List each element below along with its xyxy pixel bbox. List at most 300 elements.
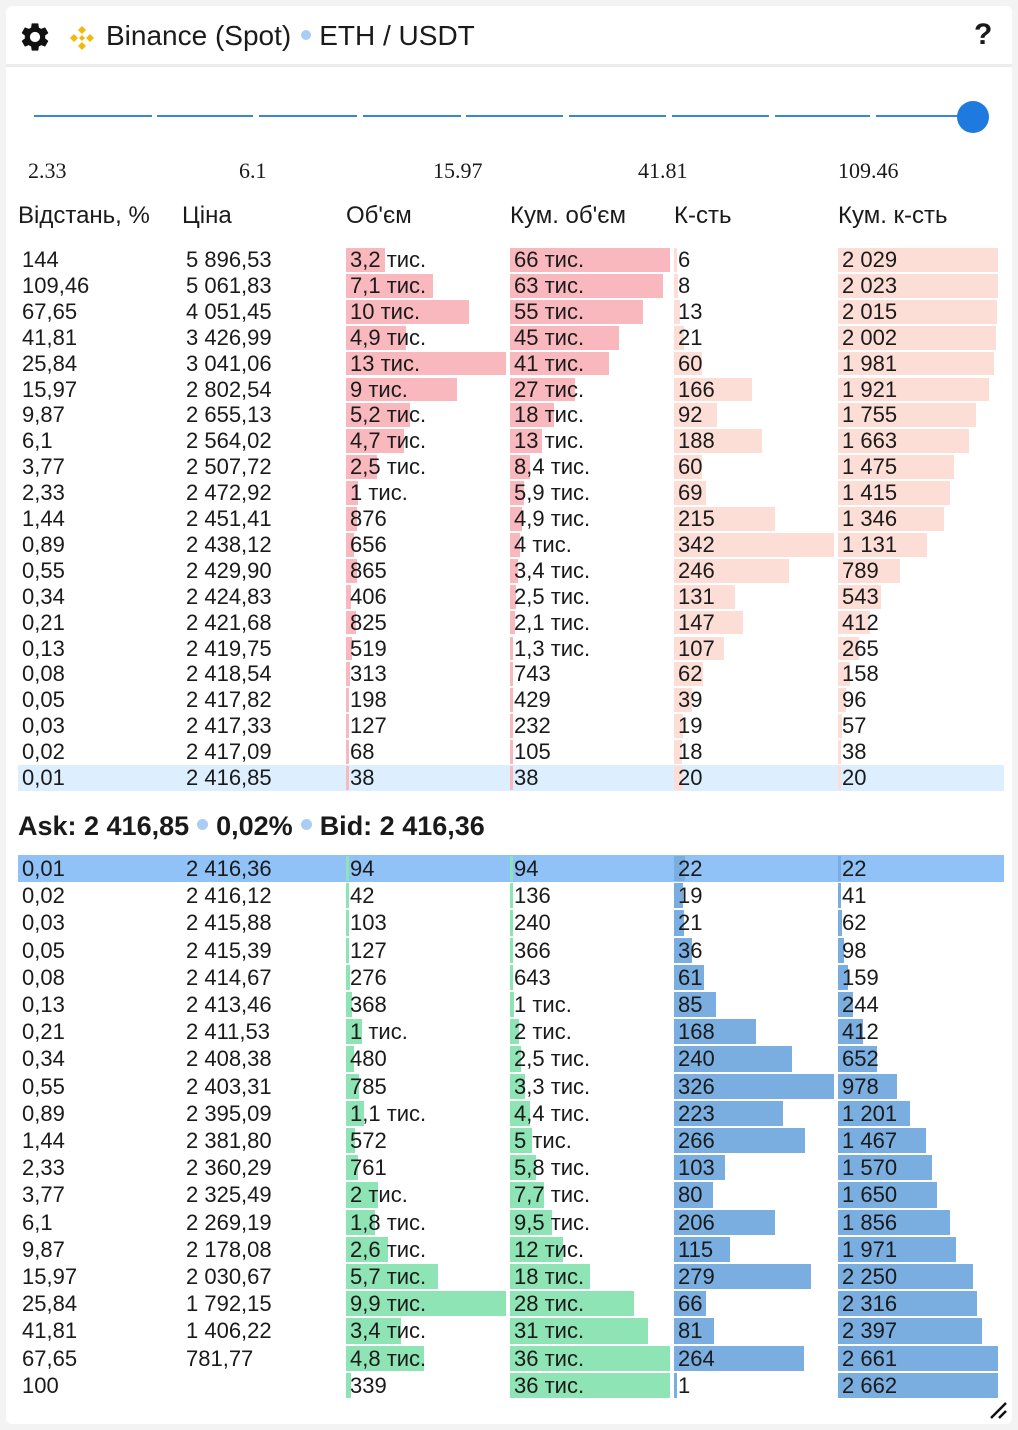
ask-cell-price <box>182 739 346 765</box>
bid-volume-value: 127 <box>350 937 387 963</box>
ask-cum-volume-value: 8,4 тис. <box>514 454 591 480</box>
slider-tick: 109.46 <box>838 158 899 183</box>
column-header-count[interactable]: К-сть <box>674 202 732 229</box>
bid-cell-cum-count <box>838 1154 1002 1181</box>
bid-cum-count-value: 1 201 <box>842 1100 898 1126</box>
bid-cell-distance <box>18 909 182 936</box>
ask-cell-price <box>182 506 346 532</box>
bid-count-value: 264 <box>678 1345 715 1371</box>
bid-count-value: 206 <box>678 1209 715 1235</box>
ask-cum-count-value: 158 <box>842 661 879 687</box>
ask-price-value: 5 061,83 <box>186 272 272 298</box>
ask-cell-volume <box>346 506 510 532</box>
bid-cell-cum-count <box>838 1127 1002 1154</box>
ask-row[interactable] <box>18 299 1004 325</box>
ask-cell-price <box>182 351 346 377</box>
ask-cell-price <box>182 454 346 480</box>
bid-cell-count <box>674 991 838 1018</box>
ask-cum-volume-value: 63 тис. <box>514 272 585 298</box>
bid-cell-price <box>182 991 346 1018</box>
ask-cum-volume-value: 2,5 тис. <box>514 583 591 609</box>
ask-cell-price <box>182 428 346 454</box>
ask-volume-value: 127 <box>350 713 387 739</box>
bid-cell-distance <box>18 882 182 909</box>
ask-volume-value: 2,5 тис. <box>350 454 427 480</box>
bid-distance-value: 0,13 <box>22 992 65 1017</box>
column-header-volume[interactable]: Об'єм <box>346 202 412 229</box>
spread-percent: 0,02% <box>216 811 293 841</box>
bid-row[interactable] <box>18 1345 1004 1372</box>
ask-distance-value: 109,46 <box>22 272 90 298</box>
ask-cell-cum-count <box>838 610 1002 636</box>
bid-count-value: 168 <box>678 1019 715 1045</box>
ask-cell-count <box>674 273 838 299</box>
bid-cum-volume-bar <box>510 965 513 990</box>
bid-row[interactable] <box>18 1045 1004 1072</box>
slider-tick: 2.33 <box>28 158 67 183</box>
ask-row[interactable] <box>18 428 1004 454</box>
bid-cum-volume-value: 12 тис. <box>514 1236 585 1262</box>
ask-volume-value: 313 <box>350 661 387 687</box>
bid-distance-value: 0,01 <box>22 856 65 881</box>
bid-cum-volume-value: 643 <box>514 964 551 990</box>
ask-cum-volume-value: 18 тис. <box>514 402 585 428</box>
bid-cell-distance <box>18 1372 182 1399</box>
ask-cell-cum-count <box>838 661 1002 687</box>
ask-cell-count <box>674 351 838 377</box>
bid-distance-value: 1,44 <box>22 1128 65 1153</box>
bid-row[interactable] <box>18 1290 1004 1317</box>
resize-handle-icon[interactable] <box>988 1400 1008 1420</box>
ask-cum-volume-value: 3,4 тис. <box>514 557 591 583</box>
slider-segment <box>363 115 461 117</box>
ask-cell-cum-count <box>838 402 1002 428</box>
ask-cell-cum-volume <box>510 532 674 558</box>
separator-dot-icon <box>197 819 208 830</box>
ask-cell-volume <box>346 428 510 454</box>
bid-cell-count <box>674 1018 838 1045</box>
ask-distance-value: 9,87 <box>22 402 65 428</box>
bid-cum-volume-value: 2,5 тис. <box>514 1046 591 1072</box>
ask-row[interactable] <box>18 506 1004 532</box>
ask-volume-value: 13 тис. <box>350 350 421 376</box>
bid-volume-value: 761 <box>350 1155 387 1181</box>
ask-row[interactable] <box>18 454 1004 480</box>
ask-cell-price <box>182 636 346 662</box>
bid-cell-cum-count <box>838 1263 1002 1290</box>
bid-distance-value: 0,05 <box>22 937 65 963</box>
ask-row[interactable] <box>18 661 1004 687</box>
column-header-price[interactable]: Ціна <box>182 202 232 229</box>
bid-distance-value: 9,87 <box>22 1236 65 1262</box>
ask-cell-price <box>182 713 346 739</box>
ask-row[interactable] <box>18 377 1004 403</box>
header <box>6 6 1012 67</box>
ask-cell-cum-count <box>838 247 1002 273</box>
bid-cell-volume <box>346 937 510 964</box>
bid-cell-count <box>674 1127 838 1154</box>
bid-cell-price <box>182 1345 346 1372</box>
bid-count-value: 19 <box>678 883 703 909</box>
ask-cell-count <box>674 532 838 558</box>
bid-cell-volume <box>346 1100 510 1127</box>
bid-cum-count-value: 1 650 <box>842 1182 898 1208</box>
column-header-cum-volume[interactable]: Кум. об'єм <box>510 202 626 229</box>
ask-price-value: 2 507,72 <box>186 454 272 480</box>
bid-volume-value: 42 <box>350 883 375 909</box>
ask-cell-volume <box>346 273 510 299</box>
ask-volume-value: 4,9 тис. <box>350 324 427 350</box>
ask-cell-cum-count <box>838 377 1002 403</box>
bid-count-value: 240 <box>678 1046 715 1072</box>
bid-volume-bar <box>346 883 349 908</box>
ask-cell-distance <box>18 636 182 662</box>
ask-cell-cum-count <box>838 687 1002 713</box>
ask-price-value: 3 426,99 <box>186 324 272 350</box>
ask-cell-distance <box>18 454 182 480</box>
ask-cell-count <box>674 610 838 636</box>
ask-count-value: 18 <box>678 739 703 765</box>
ask-cell-distance <box>18 532 182 558</box>
bid-count-value: 223 <box>678 1100 715 1126</box>
ask-cum-count-value: 2 029 <box>842 247 898 272</box>
bid-cell-distance <box>18 1236 182 1263</box>
bid-cum-count-value: 2 250 <box>842 1264 898 1289</box>
bid-cum-volume-bar <box>510 938 513 963</box>
bid-volume-value: 2,6 тис. <box>350 1236 427 1262</box>
ask-count-value: 342 <box>678 531 715 557</box>
ask-cell-cum-count <box>838 351 1002 377</box>
ask-count-bar <box>674 248 677 272</box>
bid-cum-count-value: 159 <box>842 964 879 990</box>
ask-cell-cum-volume <box>510 402 674 428</box>
bid-price-value: 2 413,46 <box>186 992 272 1017</box>
ask-cell-distance <box>18 480 182 506</box>
ask-count-value: 188 <box>678 428 715 454</box>
ask-distance-value: 25,84 <box>22 350 78 376</box>
ask-distance-value: 0,89 <box>22 531 65 557</box>
bid-cell-cum-volume <box>510 1372 674 1399</box>
bid-row[interactable] <box>18 855 1004 882</box>
bid-cell-price <box>182 1290 346 1317</box>
bid-volume-value: 103 <box>350 910 387 936</box>
ask-distance-value: 67,65 <box>22 298 78 324</box>
bid-cum-count-value: 412 <box>842 1019 879 1045</box>
bid-row[interactable] <box>18 1236 1004 1263</box>
ask-volume-bar <box>346 688 349 712</box>
ask-cum-volume-value: 4 тис. <box>514 531 572 557</box>
ask-row[interactable] <box>18 687 1004 713</box>
bid-cell-count <box>674 1345 838 1372</box>
bid-price-value: 2 381,80 <box>186 1128 272 1153</box>
bid-cell-price <box>182 1100 346 1127</box>
bid-cell-cum-count <box>838 1290 1002 1317</box>
exchange-name: Binance (Spot) <box>106 20 292 51</box>
ask-cum-count-bar <box>838 740 841 764</box>
bid-cell-price <box>182 882 346 909</box>
ask-cell-count <box>674 584 838 610</box>
slider-handle[interactable] <box>957 101 989 133</box>
ask-cell-cum-volume <box>510 247 674 273</box>
ask-cell-volume <box>346 377 510 403</box>
bid-cell-count <box>674 1073 838 1100</box>
slider-segment <box>569 115 666 117</box>
bid-volume-value: 276 <box>350 964 387 990</box>
bid-cell-volume <box>346 1154 510 1181</box>
ask-price-value: 3 041,06 <box>186 350 272 376</box>
ask-price-value: 2 416,85 <box>186 765 272 790</box>
ask-cum-volume-bar <box>510 662 513 686</box>
ask-price-value: 4 051,45 <box>186 298 272 324</box>
orderbook-panel <box>6 6 1012 1424</box>
ask-cell-volume <box>346 713 510 739</box>
ask-distance-value: 0,02 <box>22 739 65 765</box>
ask-cum-volume-value: 45 тис. <box>514 324 585 350</box>
bid-price-value: 2 411,53 <box>186 1019 271 1045</box>
bid-price-value: 2 030,67 <box>186 1264 272 1289</box>
bid-cell-volume <box>346 1181 510 1208</box>
bid-cell-cum-volume <box>510 1127 674 1154</box>
ask-volume-value: 5,2 тис. <box>350 402 427 428</box>
bid-cum-volume-value: 136 <box>514 883 551 909</box>
bid-row[interactable] <box>18 991 1004 1018</box>
bid-cell-volume <box>346 1317 510 1344</box>
bid-volume-value: 1,1 тис. <box>350 1100 427 1126</box>
ask-row[interactable] <box>18 765 1004 791</box>
bid-cell-count <box>674 1236 838 1263</box>
ask-cum-count-value: 265 <box>842 635 879 661</box>
bid-volume-value: 9,9 тис. <box>350 1291 427 1317</box>
help-button[interactable]: ? <box>974 18 993 51</box>
bid-cell-distance <box>18 1018 182 1045</box>
bid-count-value: 103 <box>678 1155 715 1181</box>
ask-cell-cum-count <box>838 558 1002 584</box>
bid-cum-volume-value: 4,4 тис. <box>514 1100 591 1126</box>
bid-count-value: 326 <box>678 1073 715 1099</box>
ask-row[interactable] <box>18 713 1004 739</box>
bid-price-value: 2 408,38 <box>186 1046 272 1072</box>
bid-cell-cum-count <box>838 1045 1002 1072</box>
bid-row[interactable] <box>18 1209 1004 1236</box>
bid-volume-value: 785 <box>350 1073 387 1099</box>
bid-distance-value: 6,1 <box>22 1209 53 1235</box>
ask-price-value: 2 417,33 <box>186 713 272 739</box>
ask-row[interactable] <box>18 532 1004 558</box>
bid-cum-volume-value: 2 тис. <box>514 1019 572 1045</box>
depth-slider[interactable] <box>34 94 984 134</box>
ask-cell-cum-count <box>838 713 1002 739</box>
ask-cell-volume <box>346 299 510 325</box>
bid-cell-volume <box>346 882 510 909</box>
ask-cum-count-value: 2 015 <box>842 298 898 324</box>
bid-count-value: 21 <box>678 910 703 936</box>
bid-row[interactable] <box>18 1154 1004 1181</box>
bid-cell-cum-volume <box>510 1263 674 1290</box>
ask-row[interactable] <box>18 558 1004 584</box>
ask-row[interactable] <box>18 739 1004 765</box>
ask-cum-count-bar <box>838 766 841 790</box>
ask-count-value: 20 <box>678 765 703 790</box>
bid-cum-count-value: 1 856 <box>842 1209 898 1235</box>
bid-cell-cum-count <box>838 1073 1002 1100</box>
bid-cell-cum-volume <box>510 1100 674 1127</box>
bid-cell-count <box>674 1045 838 1072</box>
bid-row[interactable] <box>18 1100 1004 1127</box>
ask-cell-cum-volume <box>510 687 674 713</box>
bid-row[interactable] <box>18 1263 1004 1290</box>
bid-cell-cum-volume <box>510 909 674 936</box>
bid-count-value: 22 <box>678 856 703 881</box>
ask-cell-distance <box>18 351 182 377</box>
ask-cell-cum-volume <box>510 506 674 532</box>
bid-cell-cum-volume <box>510 1018 674 1045</box>
ask-distance-value: 0,01 <box>22 765 65 790</box>
ask-cum-volume-value: 232 <box>514 713 551 739</box>
ask-count-value: 62 <box>678 661 703 687</box>
bid-row[interactable] <box>18 937 1004 964</box>
ask-count-value: 60 <box>678 454 703 480</box>
ask-volume-value: 68 <box>350 739 375 765</box>
ask-price-value: 2 802,54 <box>186 376 272 402</box>
bid-distance-value: 15,97 <box>22 1264 78 1289</box>
ask-row[interactable] <box>18 610 1004 636</box>
ask-cell-count <box>674 765 838 791</box>
ask-cum-count-value: 1 346 <box>842 506 898 531</box>
ask-cum-volume-value: 66 тис. <box>514 247 585 272</box>
ask-cum-count-value: 1 475 <box>842 454 898 480</box>
bid-distance-value: 0,03 <box>22 910 65 936</box>
bid-volume-bar <box>346 856 349 881</box>
bid-cell-cum-count <box>838 1236 1002 1263</box>
bid-row[interactable] <box>18 964 1004 991</box>
ask-cell-price <box>182 584 346 610</box>
bid-row[interactable] <box>18 909 1004 936</box>
ask-cell-volume <box>346 765 510 791</box>
ask-price-value: 2 421,68 <box>186 609 272 635</box>
ask-cell-price <box>182 480 346 506</box>
ask-row[interactable] <box>18 402 1004 428</box>
bid-cum-volume-bar <box>510 910 513 935</box>
bid-cell-distance <box>18 1290 182 1317</box>
bid-cum-volume-value: 28 тис. <box>514 1291 585 1317</box>
ask-cell-volume <box>346 325 510 351</box>
bid-price-value: 1 792,15 <box>186 1291 272 1317</box>
ask-cell-volume <box>346 636 510 662</box>
ask-cum-count-value: 1 131 <box>842 531 898 557</box>
ask-cell-volume <box>346 454 510 480</box>
bid-row[interactable] <box>18 1073 1004 1100</box>
ask-cell-price <box>182 661 346 687</box>
ask-cum-volume-value: 1,3 тис. <box>514 635 591 661</box>
ask-cum-volume-value: 5,9 тис. <box>514 480 591 506</box>
bid-count-value: 66 <box>678 1291 703 1317</box>
bid-row[interactable] <box>18 1018 1004 1045</box>
ask-cell-distance <box>18 713 182 739</box>
bid-cell-count <box>674 1209 838 1236</box>
ask-cell-volume <box>346 402 510 428</box>
ask-cell-price <box>182 325 346 351</box>
bid-cell-volume <box>346 1290 510 1317</box>
ask-cell-count <box>674 299 838 325</box>
bid-cell-volume <box>346 1073 510 1100</box>
bid-price-value: 2 178,08 <box>186 1236 272 1262</box>
ask-row[interactable] <box>18 584 1004 610</box>
ask-cell-cum-count <box>838 273 1002 299</box>
ask-cell-count <box>674 480 838 506</box>
ask-cum-volume-bar <box>510 714 513 738</box>
bid-volume-value: 4,8 тис. <box>350 1345 427 1371</box>
bid-row[interactable] <box>18 1317 1004 1344</box>
ask-price-value: 2 429,90 <box>186 557 272 583</box>
ask-row[interactable] <box>18 325 1004 351</box>
column-header-cum-count[interactable]: Кум. к-сть <box>838 202 948 229</box>
bid-cell-volume <box>346 1018 510 1045</box>
ask-cell-volume <box>346 661 510 687</box>
separator-dot-icon <box>301 819 312 830</box>
ask-cell-price <box>182 687 346 713</box>
ask-cum-volume-bar <box>510 688 513 712</box>
bid-cell-cum-volume <box>510 991 674 1018</box>
ask-cell-distance <box>18 558 182 584</box>
bid-row[interactable] <box>18 882 1004 909</box>
ask-volume-value: 406 <box>350 583 387 609</box>
bid-cell-count <box>674 1290 838 1317</box>
ask-count-value: 147 <box>678 609 715 635</box>
bid-row[interactable] <box>18 1127 1004 1154</box>
gear-icon[interactable] <box>18 20 52 54</box>
ask-row[interactable] <box>18 636 1004 662</box>
bid-volume-value: 480 <box>350 1046 387 1072</box>
ask-cell-cum-count <box>838 454 1002 480</box>
ask-count-value: 246 <box>678 557 715 583</box>
bid-cell-cum-volume <box>510 1181 674 1208</box>
ask-cell-count <box>674 428 838 454</box>
ask-cell-cum-count <box>838 765 1002 791</box>
bid-row[interactable] <box>18 1372 1004 1399</box>
ask-row[interactable] <box>18 273 1004 299</box>
column-header-distance[interactable]: Відстань, % <box>18 202 150 229</box>
ask-price-value: 2 418,54 <box>186 661 272 687</box>
ask-cell-count <box>674 713 838 739</box>
ask-cell-cum-volume <box>510 480 674 506</box>
bid-cell-cum-volume <box>510 964 674 991</box>
ask-volume-bar <box>346 714 349 738</box>
bid-cell-price <box>182 1236 346 1263</box>
bid-cell-price <box>182 937 346 964</box>
bid-cell-count <box>674 937 838 964</box>
bid-cum-volume-value: 240 <box>514 910 551 936</box>
bid-cum-count-value: 22 <box>842 856 867 881</box>
slider-tick: 15.97 <box>433 158 483 183</box>
ask-cum-volume-bar <box>510 637 513 661</box>
bid-row[interactable] <box>18 1181 1004 1208</box>
ask-row[interactable] <box>18 480 1004 506</box>
ask-cell-cum-volume <box>510 713 674 739</box>
ask-cum-volume-value: 2,1 тис. <box>514 609 591 635</box>
bid-cum-count-value: 2 662 <box>842 1372 898 1398</box>
ask-cell-cum-volume <box>510 428 674 454</box>
ask-cum-volume-value: 38 <box>514 765 539 790</box>
bid-count-value: 266 <box>678 1128 715 1153</box>
bid-cell-price <box>182 1209 346 1236</box>
ask-cell-distance <box>18 765 182 791</box>
ask-volume-bar <box>346 766 349 790</box>
ask-volume-value: 876 <box>350 506 387 531</box>
ask-row[interactable] <box>18 351 1004 377</box>
ask-cell-volume <box>346 480 510 506</box>
ask-row[interactable] <box>18 247 1004 273</box>
bid-count-value: 1 <box>678 1372 691 1398</box>
